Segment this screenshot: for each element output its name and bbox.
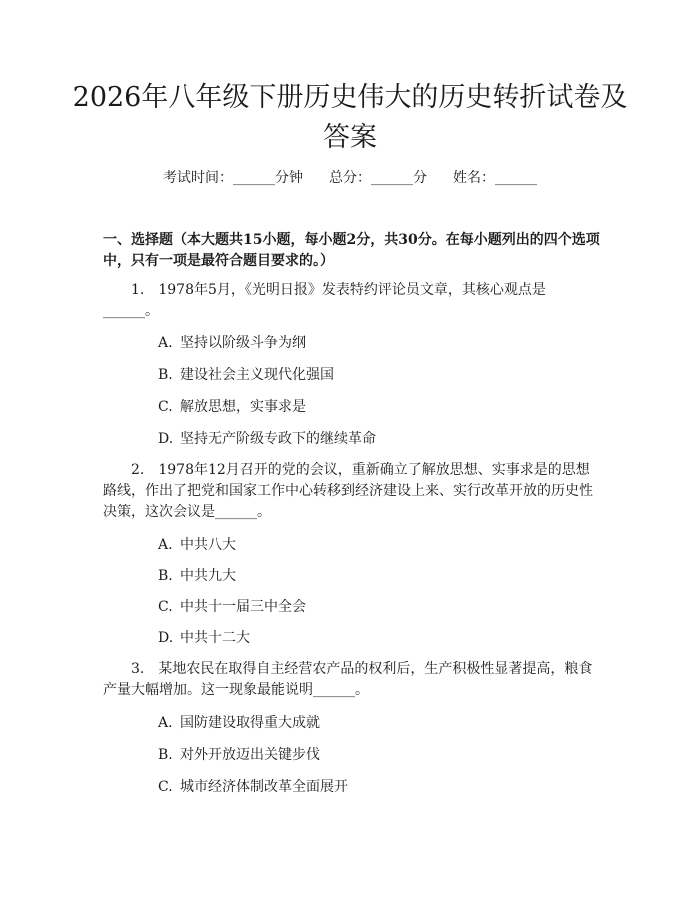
student-name-field: 姓名：______: [453, 170, 537, 186]
question-1-option-c: [158, 398, 306, 416]
option-letter: A.: [158, 715, 173, 731]
question-2-text: 2. 1978年12月召开的党的会议，重新确立了解放思想、实事求是的思想路线，作出了把党和国家工作中心转移到经济建设上来、实行改革开放的历史性决策，这次会议是______。: [103, 462, 593, 520]
question-2-option-a: [158, 536, 236, 554]
option-text: 中共八大: [180, 537, 236, 553]
exam-title: 2026年八年级下册历史伟大的历史转折试卷及答案: [72, 82, 628, 153]
question-1-option-b: [158, 366, 334, 384]
question-2-option-b: [158, 567, 236, 585]
exam-time-field: 考试时间：______分钟: [163, 170, 303, 186]
option-letter: D.: [158, 431, 174, 447]
option-text: 城市经济体制改革全面展开: [180, 779, 348, 795]
option-letter: B.: [158, 568, 173, 584]
question-1-option-d: [158, 430, 376, 448]
option-letter: D.: [158, 630, 174, 646]
option-text: 国防建设取得重大成就: [180, 715, 320, 731]
option-text: 中共十二大: [180, 630, 250, 646]
question-3-text: 3. 某地农民在取得自主经营农产品的权利后，生产积极性显著提高，粮食产量大幅增加。这一现象最能说明______。: [103, 661, 593, 698]
question-3-option-c: [158, 778, 348, 796]
question-1-option-a: [158, 334, 306, 352]
option-text: 解放思想，实事求是: [180, 399, 306, 415]
option-letter: C.: [158, 399, 173, 415]
question-3-option-b: [158, 746, 320, 764]
exam-meta-line: [0, 169, 700, 187]
question-1-text: 1. 1978年5月，《光明日报》发表特约评论员文章，其核心观点是______。: [103, 282, 546, 319]
option-letter: C.: [158, 599, 173, 615]
section-heading: 一、选择题（本大题共15小题，每小题2分，共30分。在每小题列出的四个选项中，只有一项是最符合题目要求的。）: [103, 232, 600, 269]
option-text: 建设社会主义现代化强国: [180, 367, 334, 383]
question-2-option-d: [158, 629, 250, 647]
question-2-option-c: [158, 598, 306, 616]
option-letter: A.: [158, 335, 173, 351]
option-text: 中共十一届三中全会: [180, 599, 306, 615]
question-3-option-a: [158, 714, 320, 732]
option-text: 坚持以阶级斗争为纲: [180, 335, 306, 351]
option-text: 中共九大: [180, 568, 236, 584]
option-letter: B.: [158, 367, 173, 383]
total-score-field: 总分：______分: [329, 170, 427, 186]
option-letter: B.: [158, 747, 173, 763]
option-text: 坚持无产阶级专政下的继续革命: [180, 431, 376, 447]
option-text: 对外开放迈出关键步伐: [180, 747, 320, 763]
option-letter: C.: [158, 779, 173, 795]
option-letter: A.: [158, 537, 173, 553]
